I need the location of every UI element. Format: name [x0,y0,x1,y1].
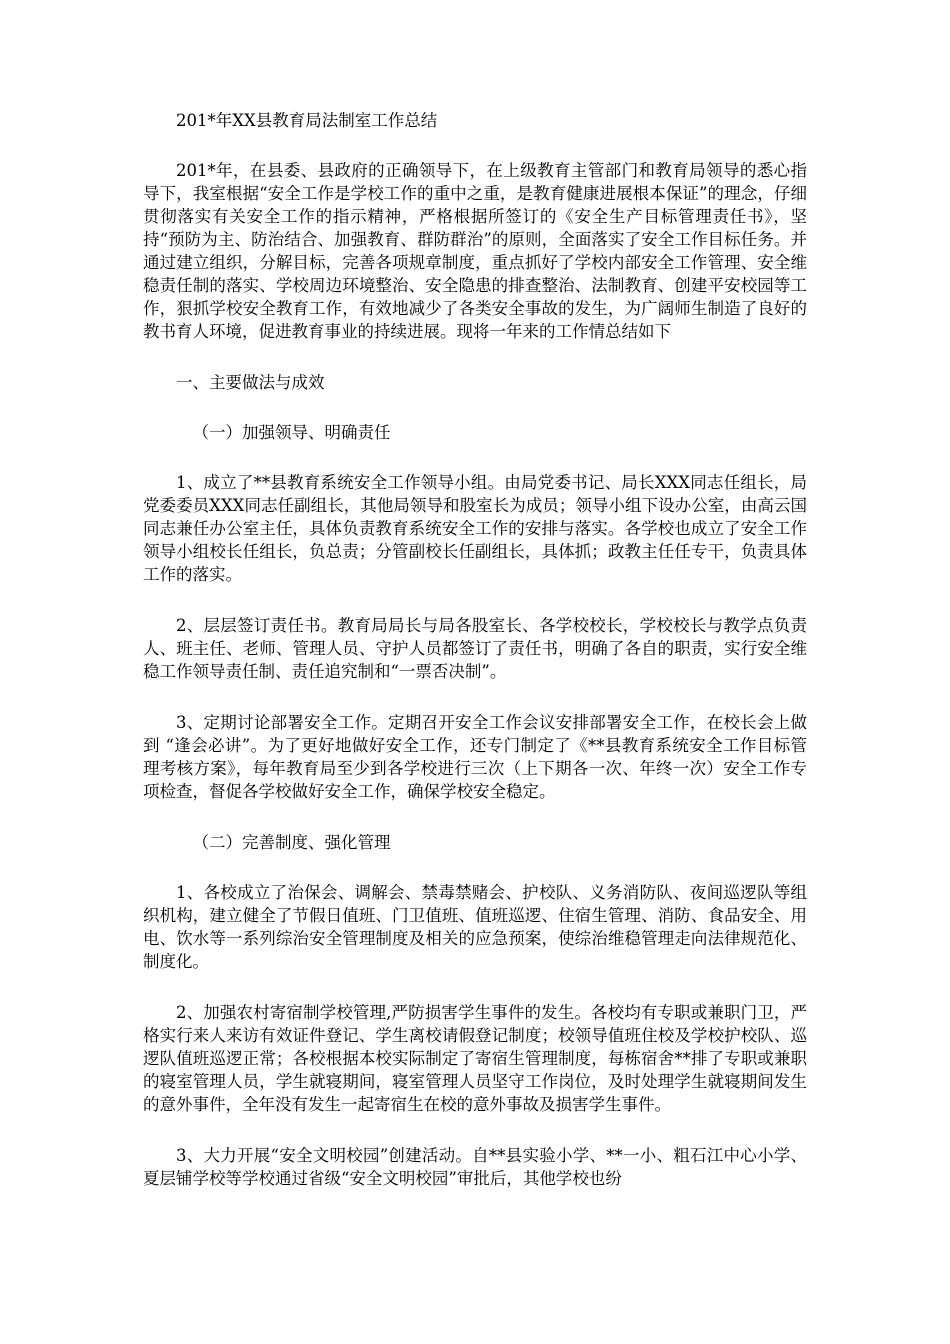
section-heading: 一、主要做法与成效 [176,373,325,392]
paragraph-2-2: 2、加强农村寄宿制学校管理,严防损害学生事件的发生。各校均有专职或兼职门卫，严格实行来人来访有效证件登记、学生离校请假登记制度；校领导值班住校及学校护校队、巡逻队值班巡逻正常；各校根据本校实际制定了寄宿生管理制度，每栋宿舍**排了专职或兼职的寝室管理人员，学生就寝期间，寝室管理人员坚守工作岗位，及时处理学生就寝期间发生的意外事件，全年没有发生一起寄宿生在校的意外事故及损害学生事件。 [143,1003,807,1114]
paragraph-2-3: 3、大力开展“安全文明校园”创建活动。自**县实验小学、**一小、粗石江中心小学、夏层铺学校等学校通过省级“安全文明校园”审批后，其他学校也纷 [143,1146,807,1188]
intro-paragraph: 201*年，在县委、县政府的正确领导下，在上级教育主管部门和教育局领导的悉心指导下，我室根据“安全工作是学校工作的重中之重，是教育健康进展根本保证”的理念，仔细贯彻落实有关安全工作的指示精神，严格根据所签订的《安全生产目标管理责任书》，坚持“预防为主、防治结合、加强教育、群防群治”的原则，全面落实了安全工作目标任务。并通过建立组织，分解目标，完善各项规章制度，重点抓好了学校内部安全工作管理、安全维稳责任制的落实、学校周边环境整治、安全隐患的排查整治、法制教育、创建平安校园等工作，狠抓学校安全教育工作，有效地减少了各类安全事故的发生，为广阔师生制造了良好的教书育人环境，促进教育事业的持续进展。现将一年来的工作情总结如下 [143,161,807,341]
subsection-heading-2: （二）完善制度、强化管理 [192,833,391,852]
paragraph-1-1: 1、成立了**县教育系统安全工作领导小组。由局党委书记、局长XXX同志任组长，局党委委员XXX同志任副组长，其他局领导和股室长为成员；领导小组下设办公室，由高云国同志兼任办公室主任，具体负责教育系统安全工作的安排与落实。各学校也成立了安全工作领导小组校长任组长，负总责；分管副校长任副组长，具体抓；政教主任任专干，负责具体工作的落实。 [143,473,807,584]
paragraph-2-1: 1、各校成立了治保会、调解会、禁毒禁赌会、护校队、义务消防队、夜间巡逻队等组织机构，建立健全了节假日值班、门卫值班、值班巡逻、住宿生管理、消防、食品安全、用电、饮水等一系列综治安全管理制度及相关的应急预案，使综治维稳管理走向法律规范化、制度化。 [143,883,807,971]
subsection-heading-1: （一）加强领导、明确责任 [192,423,391,442]
document-title: 201*年XX县教育局法制室工作总结 [176,111,438,130]
paragraph-1-3: 3、定期讨论部署安全工作。定期召开安全工作会议安排部署安全工作，在校长会上做到 “逢会必讲”。为了更好地做好安全工作，还专门制定了《**县教育系统安全工作目标管理考核方案》，每年教育局至少到各学校进行三次（上下期各一次、年终一次）安全工作专项检查，督促各学校做好安全工作，确保学校安全稳定。 [143,713,807,801]
document-body [143,109,807,1218]
paragraph-1-2: 2、层层签订责任书。教育局局长与局各股室长、各学校校长，学校校长与教学点负责人、班主任、老师、管理人员、守护人员都签订了责任书，明确了各自的职责，实行安全维稳工作领导责任制、责任追究制和“一票否决制”。 [143,616,807,681]
